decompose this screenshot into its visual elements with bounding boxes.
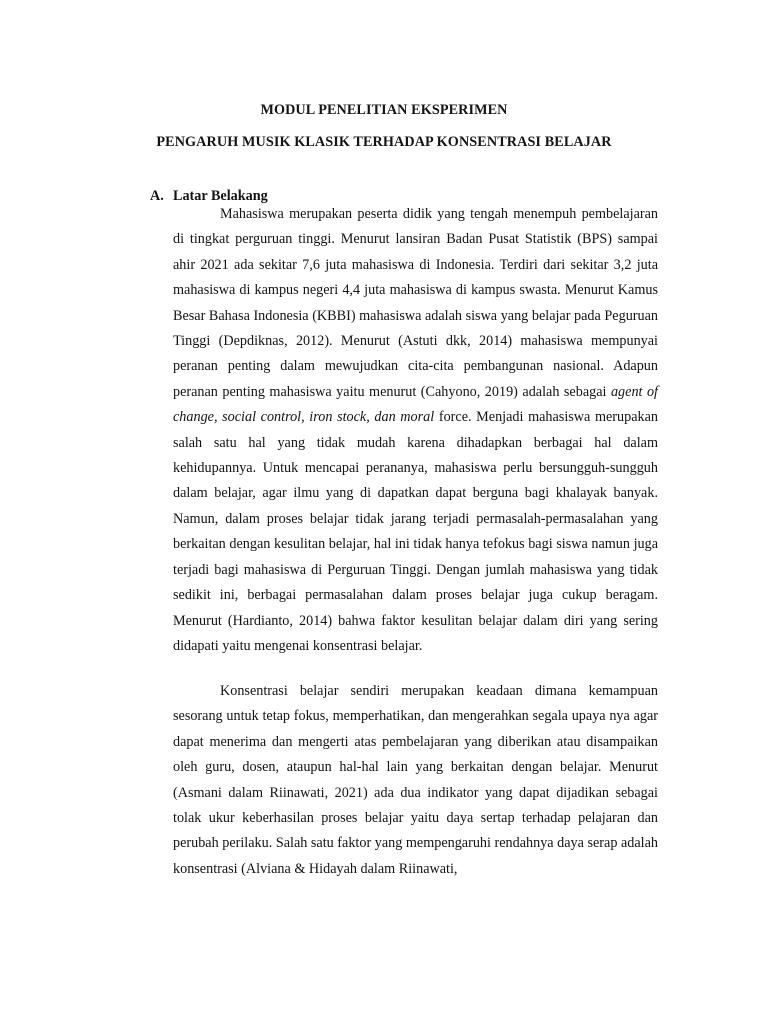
document-subtitle: PENGARUH MUSIK KLASIK TERHADAP KONSENTRASI BELAJAR xyxy=(156,134,612,150)
section-title: Latar Belakang xyxy=(173,188,268,204)
document-title: MODUL PENELITIAN EKSPERIMEN xyxy=(260,102,508,118)
paragraph-1-part-1: Mahasiswa merupakan peserta didik yang tengah menempuh pembelajaran di tingkat perguruan tinggi. Menurut lansiran Badan Pusat Statistik (BPS) sampai ahir 2021 ada sekitar 7,6 juta mahasiswa di Indonesia. Terdiri dari sekitar 3,2 juta mahasiswa di kampus negeri 4,4 juta mahasiswa di kampus swasta. Menurut Kamus Besar Bahasa Indonesia (KBBI) mahasiswa adalah siswa yang belajar pada Peguruan Tinggi (Depdiknas, 2012). Menurut (Astuti dkk, 2014) mahasiswa mempunyai peranan penting dalam mewujudkan cita-cita pembangunan nasional. Adapun peranan penting mahasiswa yaitu menurut (Cahyono, 2019) adalah sebagai xyxy=(173,206,658,400)
paragraph-1-part-2: force. Menjadi mahasiswa merupakan salah satu hal yang tidak mudah karena dihadapkan berbagai hal dalam kehidupannya. Untuk mencapai perananya, mahasiswa perlu bersungguh-sungguh dalam belajar, agar ilmu yang di dapatkan dapat berguna bagi khalayak banyak. Namun, dalam proses belajar tidak jarang terjadi permasalah-permasalahan yang berkaitan dengan kesulitan belajar, hal ini tidak hanya tefokus bagi siswa namun juga terjadi bagi mahasiswa di Perguruan Tinggi. Dengan jumlah mahasiswa yang tidak sedikit ini, berbagai permasalahan dalam proses belajar juga cukup beragam. Menurut (Hardianto, 2014) bahwa faktor kesulitan belajar dalam diri yang sering didapati yaitu mengenai konsentrasi belajar. xyxy=(173,409,658,654)
paragraph-2 xyxy=(173,679,658,882)
paragraph-2-text: Konsentrasi belajar sendiri merupakan keadaan dimana kemampuan sesorang untuk tetap fokus, memperhatikan, dan mengerahkan segala upaya nya agar dapat menerima dan mengerti atas pembelajaran yang diberikan atau disampaikan oleh guru, dosen, ataupun hal-hal lain yang berkaitan dengan belajar. Menurut (Asmani dalam Riinawati, 2021) ada dua indikator yang dapat dijadikan sebagai tolak ukur keberhasilan proses belajar yaitu daya sertap terhadap pelajaran dan perubah perilaku. Salah satu faktor yang mempengaruhi rendahnya daya serap adalah konsentrasi (Alviana & Hidayah dalam Riinawati, xyxy=(173,683,658,877)
section-number: A. xyxy=(150,188,164,204)
paragraph-1 xyxy=(173,202,658,659)
paragraph-1-italic-phrase: agent of change, social control, iron stock, dan moral xyxy=(173,383,659,426)
paragraph-1-text xyxy=(173,202,658,659)
